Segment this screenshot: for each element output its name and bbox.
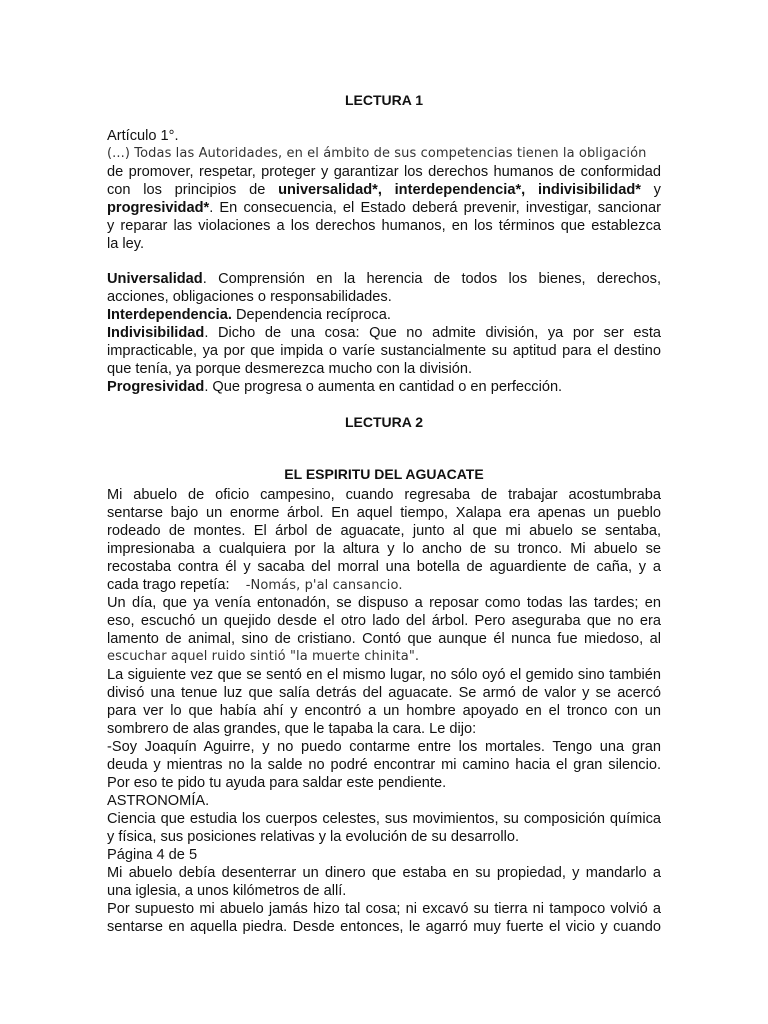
glossary-progresividad: Progresividad. Que progresa o aumenta en cantidad o en perfección. <box>107 379 563 395</box>
glossary-interdependencia: Interdependencia. Dependencia recíproca. <box>107 307 391 323</box>
story-line: sentarse bajo un enorme árbol. En aquel tiempo, Xalapa era apenas un pueblo <box>107 505 661 521</box>
story-line: Un día, que ya venía entonadón, se dispuso a reposar como todas las tardes; en <box>107 595 661 611</box>
articulo-line-4: y reparar las violaciones a los derechos humanos, en los términos que establezca <box>107 218 661 234</box>
lectura-1-heading: LECTURA 1 <box>344 92 424 108</box>
story-line: La siguiente vez que se sentó en el mismo lugar, no sólo oyó el gemido sino también <box>107 667 661 683</box>
glossary-indivisibilidad-cont-1: impracticable, ya por que impida o varíe sustancialmente su aptitud para el destino <box>107 343 661 359</box>
glossary-indivisibilidad-cont-2: que tenía, ya porque desmerezca mucho con la división. <box>107 361 473 377</box>
glossary-universalidad-cont: acciones, obligaciones o responsabilidades. <box>107 289 392 305</box>
story-line-muerte-chinita: escuchar aquel ruido sintió "la muerte chinita". <box>107 649 420 664</box>
story-line: divisó una tenue luz que salía detrás del aguacate. Se armó de valor y se acercó <box>107 685 661 701</box>
story-line: Por supuesto mi abuelo jamás hizo tal cosa; ni excavó su tierra ni tampoco volvió a <box>107 901 661 917</box>
story-block <box>107 486 661 936</box>
articulo-intro: (...) Todas las Autoridades, en el ámbito de sus competencias tienen la obligación <box>107 146 647 161</box>
glossary-block <box>107 270 661 396</box>
articulo-line-5: la ley. <box>107 236 145 252</box>
story-line: sombrero de alas grandes, que le tapaba la cara. Le dijo: <box>107 721 477 737</box>
story-line: -Soy Joaquín Aguirre, y no puedo contarme entre los mortales. Tengo una gran <box>107 739 661 755</box>
story-line: sentarse en aquella piedra. Desde entonces, le agarró muy fuerte el vicio y cuando <box>107 919 661 935</box>
story-line: recostaba contra él y sacaba del morral una botella de aguardiente de caña, y a <box>107 559 661 575</box>
astronomia-line: y física, sus posiciones relativas y la evolución de su desarrollo. <box>107 829 520 845</box>
articulo-line-3: progresividad*. En consecuencia, el Estado deberá prevenir, investigar, sancionar <box>107 200 661 216</box>
story-line: Mi abuelo debía desenterrar un dinero que estaba en su propiedad, y mandarlo a <box>107 865 661 881</box>
lectura-2-heading: LECTURA 2 <box>344 414 424 430</box>
story-line: una iglesia, a unos kilómetros de allí. <box>107 883 347 899</box>
glossary-universalidad: Universalidad. Comprensión en la herencia de todos los bienes, derechos, <box>107 271 661 287</box>
astronomia-line: Ciencia que estudia los cuerpos celestes, sus movimientos, su composición química <box>107 811 661 827</box>
story-title: EL ESPIRITU DEL AGUACATE <box>284 466 484 482</box>
story-line: Por eso te pido tu ayuda para saldar este pendiente. <box>107 775 447 791</box>
articulo-line-2: con los principios de universalidad*, interdependencia*, indivisibilidad* y <box>107 182 661 198</box>
page-number-label: Página 4 de 5 <box>107 847 198 863</box>
story-line: lamento de animal, sino de cristiano. Contó que aunque él nunca fue miedoso, al <box>107 631 661 647</box>
story-line: deuda y mientras no la salde no podré encontrar mi camino hacia el gran silencio. <box>107 757 661 773</box>
story-line-quote: cada trago repetía: -Nomás, p'al cansancio. <box>107 577 403 593</box>
glossary-indivisibilidad: Indivisibilidad. Dicho de una cosa: Que no admite división, ya por ser esta <box>107 325 661 341</box>
story-line: para ver lo que había ahí y encontró a un hombre apoyado en el tronco con un <box>107 703 661 719</box>
story-line: rodeado de montes. El árbol de aguacate, junto al que mi abuelo se sentaba, <box>107 523 661 539</box>
story-line: Mi abuelo de oficio campesino, cuando regresaba de trabajar acostumbraba <box>107 487 661 503</box>
articulo-block <box>107 127 661 253</box>
articulo-label: Artículo 1°. <box>107 128 179 144</box>
articulo-line-1: de promover, respetar, proteger y garantizar los derechos humanos de conformidad <box>107 164 661 180</box>
story-line: impresionaba a cualquiera por la altura y lo ancho de su tronco. Mi abuelo se <box>107 541 661 557</box>
story-line: eso, escuchó un quejido desde el otro lado del árbol. Pero aseguraba que no era <box>107 613 661 629</box>
astronomia-heading: ASTRONOMÍA. <box>107 793 210 809</box>
